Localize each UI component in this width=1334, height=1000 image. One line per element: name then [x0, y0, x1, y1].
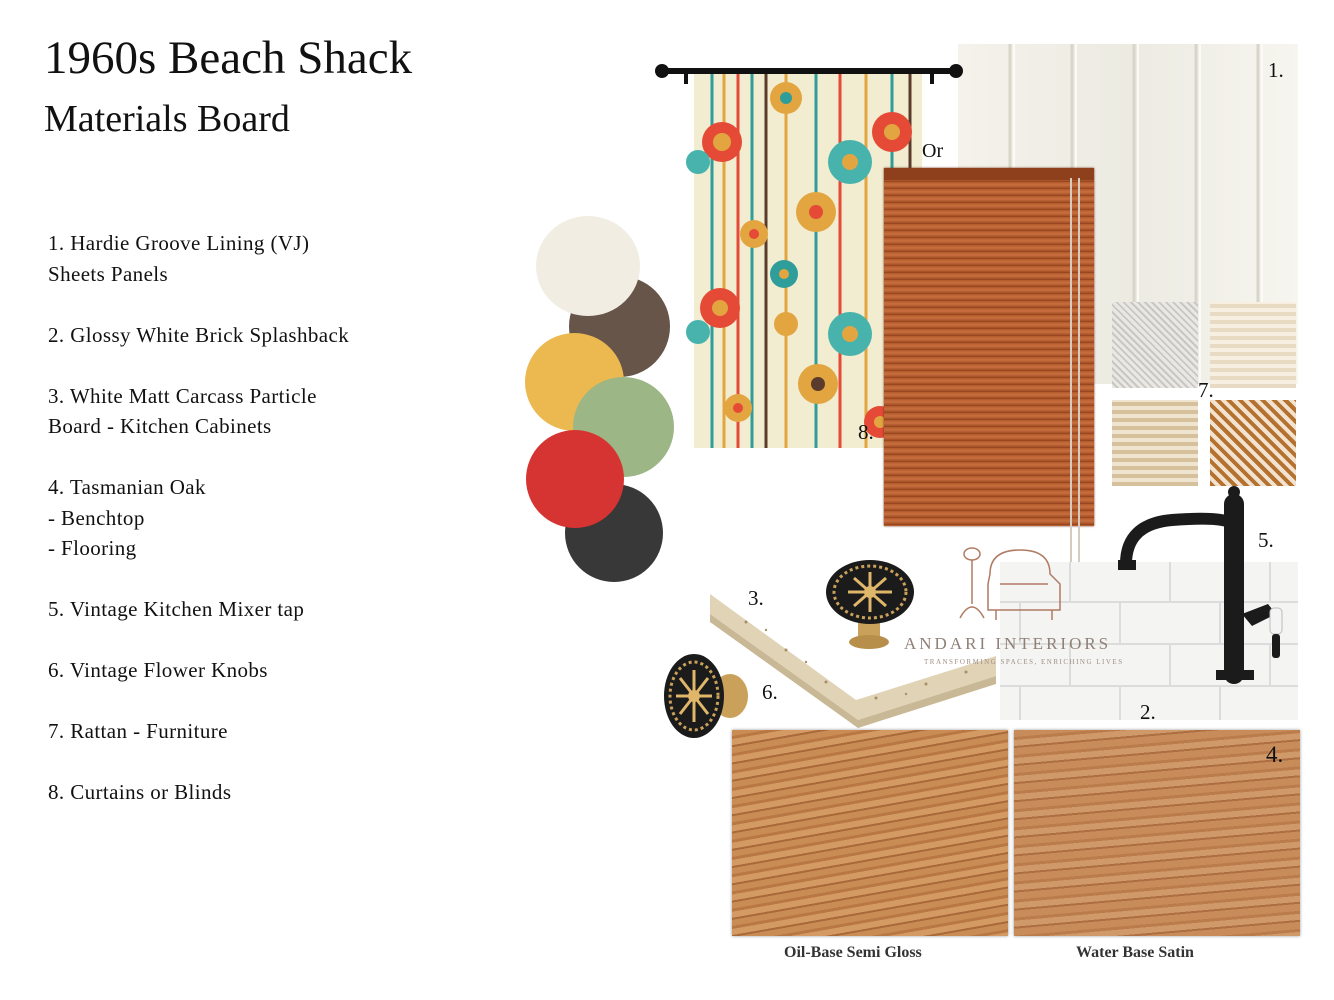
materials-list — [48, 228, 518, 838]
mixer-tap-image — [1112, 484, 1302, 690]
list-item: 3. White Matt Carcass Particle Board - Kitchen Cabinets — [48, 383, 317, 438]
rattan-sample-white — [1112, 302, 1198, 388]
finish-caption-left: Oil-Base Semi Gloss — [784, 944, 922, 961]
list-item: 7. Rattan - Furniture — [48, 719, 228, 743]
board-subtitle: Materials Board — [44, 98, 290, 140]
label-6: 6. — [762, 680, 778, 704]
palette-swatch — [536, 216, 640, 316]
list-item: 8. Curtains or Blinds — [48, 780, 232, 804]
andari-logo — [900, 544, 1140, 674]
tap-svg — [1112, 484, 1302, 690]
label-4: 4. — [1266, 742, 1284, 767]
blind-image — [884, 168, 1094, 526]
list-item: 6. Vintage Flower Knobs — [48, 658, 268, 682]
logo-chair-icon — [900, 544, 1140, 624]
oak-sample-satin — [1014, 730, 1300, 936]
list-item: 1. Hardie Groove Lining (VJ) Sheets Panels — [48, 231, 310, 286]
logo-name: ANDARI INTERIORS — [904, 634, 1112, 653]
label-5: 5. — [1258, 528, 1274, 552]
logo-tagline: TRANSFORMING SPACES, ENRICHING LIVES — [924, 658, 1124, 666]
label-8: 8. — [858, 420, 874, 444]
rattan-sample-natural — [1210, 302, 1296, 388]
palette-swatch — [526, 430, 624, 528]
list-item: 5. Vintage Kitchen Mixer tap — [48, 597, 305, 621]
finish-caption-right: Water Base Satin — [1076, 944, 1194, 961]
label-or: Or — [922, 140, 944, 162]
oak-sample-semi-gloss — [732, 730, 1008, 936]
list-item: 2. Glossy White Brick Splashback — [48, 322, 350, 347]
label-3: 3. — [748, 586, 764, 610]
rattan-sample-tan — [1112, 400, 1198, 486]
board-title: 1960s Beach Shack — [44, 32, 413, 84]
label-1: 1. — [1268, 58, 1284, 82]
rattan-sample-brown — [1210, 400, 1296, 486]
list-item: 4. Tasmanian Oak - Benchtop - Flooring — [48, 475, 206, 560]
label-2: 2. — [1140, 700, 1156, 724]
label-7: 7. — [1198, 378, 1214, 402]
